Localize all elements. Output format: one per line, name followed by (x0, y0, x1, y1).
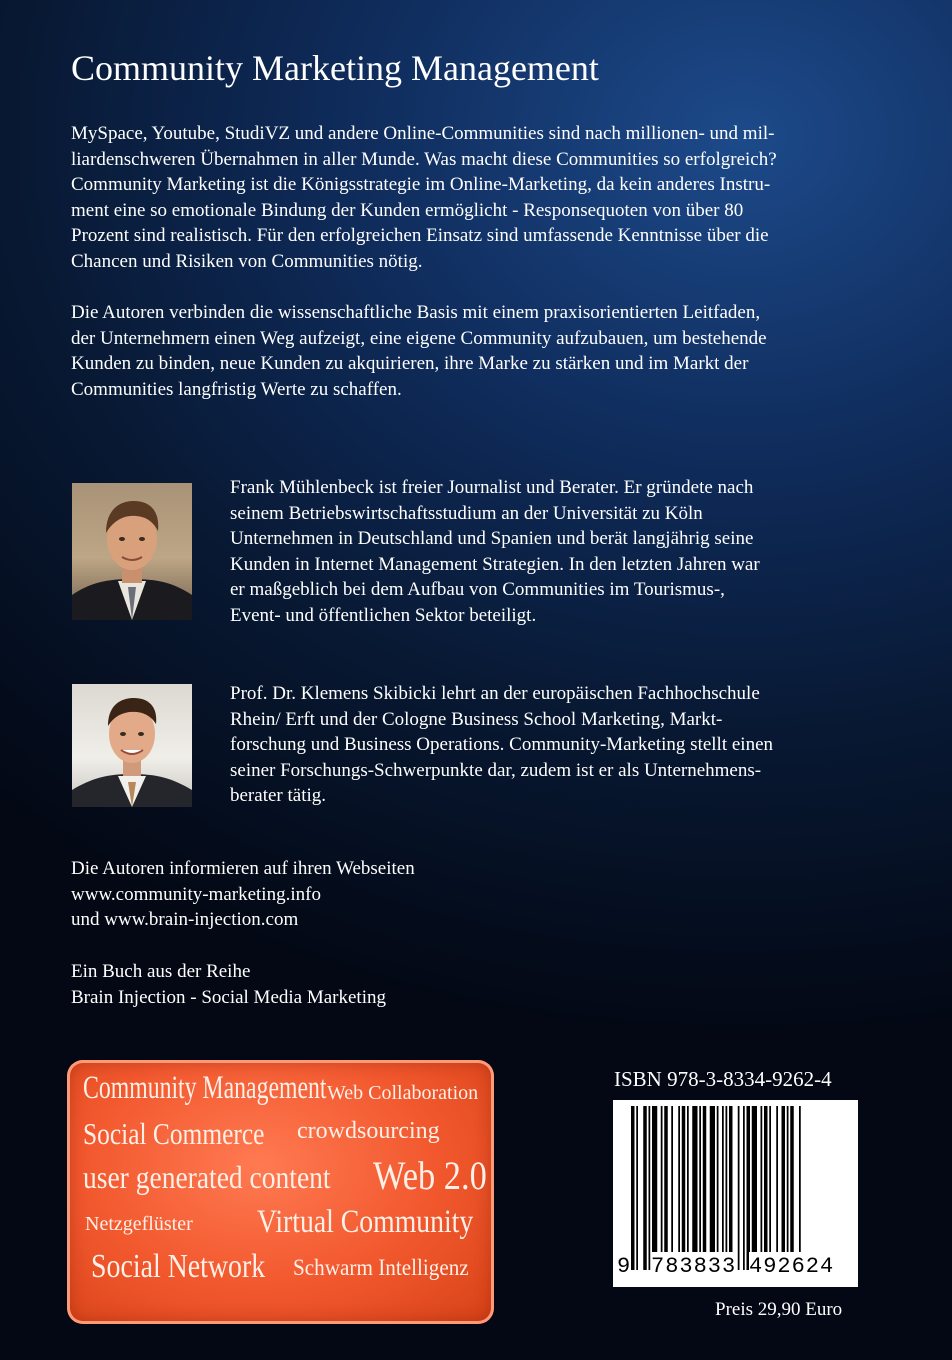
bio-line: forschung und Business Operations. Community-Marketing stellt einen (230, 734, 774, 756)
barcode-bar (738, 1106, 740, 1270)
website-link[interactable]: www.community-marketing.info (71, 883, 321, 905)
website-link[interactable]: und www.brain-injection.com (71, 909, 299, 931)
authors-line: der Unternehmern einen Weg aufzeigt, eine eigene Community aufzubauen, um bestehende (71, 327, 767, 349)
barcode-digit-lead: 9 (617, 1252, 630, 1282)
price: Preis 29,90 Euro (715, 1299, 843, 1320)
tag: Virtual Community (257, 1204, 474, 1240)
intro-line: Prozent sind realistisch. Für den erfolgreichen Einsatz sind umfassende Kenntnisse über die (71, 225, 769, 247)
barcode-bar (752, 1106, 757, 1270)
authors-paragraph (71, 300, 767, 402)
author-photo-muehlenbeck (72, 483, 192, 620)
tag: Social Network (91, 1248, 266, 1285)
intro-line: liardenschweren Übernahmen in aller Munde. Was macht diese Communities so erfolgreich? (71, 148, 777, 170)
intro-paragraph (71, 121, 777, 275)
tag: Community Management (83, 1070, 327, 1106)
barcode-bar (671, 1106, 673, 1270)
author-bio-muehlenbeck (230, 475, 760, 629)
tag: Web 2.0 (373, 1153, 487, 1198)
barcode-bar (776, 1106, 778, 1270)
series-name: Brain Injection - Social Media Marketing (71, 986, 386, 1008)
tag: crowdsourcing (297, 1118, 440, 1144)
author-bio-skibicki (230, 681, 773, 809)
barcode-bar (743, 1106, 745, 1270)
intro-line: Community Marketing ist die Königsstrategie im Online-Marketing, da kein anderes Instru- (71, 174, 771, 196)
barcode-bar (652, 1106, 657, 1270)
barcode-bar (643, 1106, 647, 1270)
bio-line: er maßgeblich bei dem Aufbau von Communities im Tourismus-, (230, 579, 725, 601)
tag-cloud-box (67, 1060, 494, 1324)
authors-line: Kunden zu binden, neue Kunden zu akquirieren, ihre Marke zu stärken und im Markt der (71, 353, 749, 375)
barcode-bar (747, 1106, 751, 1270)
barcode-digits (613, 1252, 858, 1282)
barcode-bar (682, 1106, 686, 1270)
barcode-bar (699, 1106, 701, 1270)
barcode-bar (769, 1106, 771, 1270)
barcode-bar (790, 1106, 794, 1270)
series-intro: Ein Buch aus der Reihe (71, 961, 251, 982)
barcode-bar (703, 1106, 707, 1270)
author-photo-skibicki (72, 684, 192, 807)
barcode-digits-right: 492624 (749, 1252, 834, 1282)
barcode-bar (726, 1106, 728, 1270)
barcode-bar (710, 1106, 715, 1270)
bio-line: Kunden in Internet Management Strategien. In den letzten Jahren war (230, 553, 760, 575)
portrait-illustration (72, 483, 192, 620)
barcode-bar (729, 1106, 733, 1270)
bio-line: Event- und öffentlichen Sektor beteiligt. (230, 604, 537, 626)
bio-line: Unternehmen in Deutschland und Spanien und berät langjährig seine (230, 528, 754, 550)
tag: Social Commerce (83, 1116, 265, 1151)
bio-line: seiner Forschungs-Schwerpunkte dar, zudem ist er als Unternehmens- (230, 759, 762, 781)
barcode-bar (636, 1106, 638, 1270)
barcode-digits-left: 783833 (651, 1252, 736, 1282)
bio-line: Frank Mühlenbeck ist freier Journalist und Berater. Er gründete nach (230, 477, 754, 498)
websites-intro: Die Autoren informieren auf ihren Webseiten (71, 858, 415, 879)
tag: user generated content (83, 1159, 331, 1195)
bio-line: Prof. Dr. Klemens Skibicki lehrt an der europäischen Fachhochschule (230, 683, 760, 704)
book-title: Community Marketing Management (71, 48, 599, 88)
barcode-bar (761, 1106, 763, 1270)
tag: Netzgeflüster (85, 1213, 193, 1235)
barcode-bar (678, 1106, 680, 1270)
isbn-barcode (613, 1100, 858, 1287)
tag: Web Collaboration (327, 1082, 479, 1104)
bio-line: Rhein/ Erft und der Cologne Business School Marketing, Markt- (230, 708, 723, 730)
tag: Schwarm Intelligenz (293, 1255, 469, 1280)
barcode-bar (722, 1106, 724, 1270)
barcode-bar (664, 1106, 668, 1270)
authors-line: Communities langfristig Werte zu schaffen. (71, 378, 402, 400)
barcode-bar (649, 1106, 651, 1270)
portrait-illustration (72, 684, 192, 807)
barcode-bar (717, 1106, 719, 1270)
intro-line: MySpace, Youtube, StudiVZ und andere Online-Communities sind nach millionen- und mil- (71, 123, 775, 144)
barcode-bar (692, 1106, 697, 1270)
intro-line: ment eine so emotionale Bindung der Kunden ermöglicht - Responsequoten von über 80 (71, 199, 744, 221)
barcode-bar (661, 1106, 663, 1270)
bio-line: berater tätig. (230, 785, 327, 807)
barcode-bar (799, 1106, 801, 1270)
isbn-number: ISBN 978-3-8334-9262-4 (614, 1067, 832, 1091)
series-block (71, 959, 386, 1010)
barcode-bar (631, 1106, 635, 1270)
barcode-bar (764, 1106, 768, 1270)
barcode-bar (687, 1106, 689, 1270)
barcode-bar (787, 1106, 789, 1270)
intro-line: Chancen und Risiken von Communities nötig. (71, 250, 423, 272)
authors-line: Die Autoren verbinden die wissenschaftliche Basis mit einem praxisorientierten Leitfaden, (71, 302, 761, 323)
websites-block (71, 856, 415, 933)
bio-line: seinem Betriebswirtschaftsstudium an der Universität zu Köln (230, 502, 703, 524)
barcode-bar (782, 1106, 786, 1270)
